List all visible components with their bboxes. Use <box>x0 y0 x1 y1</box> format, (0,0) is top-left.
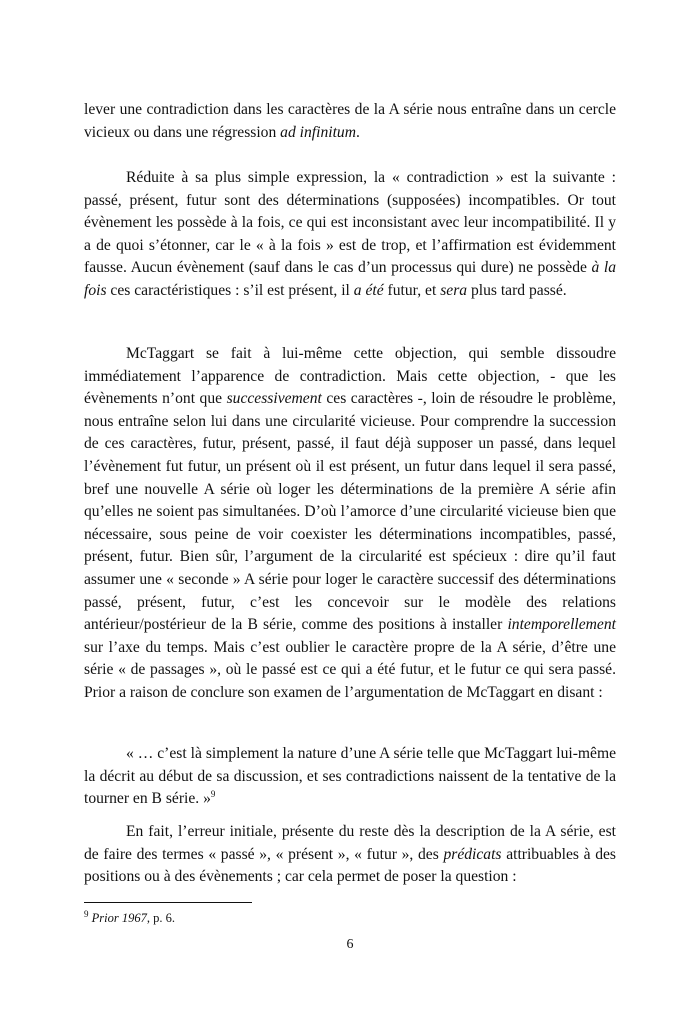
text-run: McTaggart se fait à lui-même cette objection, qui semble dissoudre immédiatement l’apparence de contradiction. Mais cette objection, - que les évènements n’ont que <box>84 345 616 408</box>
footnote-divider <box>84 902 252 903</box>
footnote-reference[interactable]: 9 <box>210 789 216 799</box>
text-run: attribuables à des positions ou à des évènements ; car cela permet de poser la question : <box>84 845 616 886</box>
text-run: lever une contradiction dans les caractères de la A série nous entraîne dans un cercle vicieux ou dans une régression <box>84 101 616 141</box>
footnote-number: 9 <box>84 908 89 919</box>
italic-run: ad infinitum <box>280 123 356 141</box>
text-run: Réduite à sa plus simple expression, la « contradiction » est la suivante : passé, présent, futur sont des déterminations (supposées) incompatibles. Or tout évènement les possède à la fois, ce qui est inconsistant avec leur incompatibilité. Il y a de quoi s’étonner, car le « à la fois » est de trop, et l’affirmation est évidemment fausse. Aucun évènement (sauf dans le cas d’un processus qui dure) ne possède <box>84 169 616 277</box>
text-run: ces caractères -, loin de résoudre le problème, nous entraîne selon lui dans une circularité vicieuse. Pour comprendre la succession de ces caractères, futur, présent, passé, il faut déjà supposer un passé, dans lequel l’évènement fut futur, un présent où il est présent, un futur dans lequel il sera passé, bref une nouvelle A série où loger les déterminations de la première A série afin qu’elles ne soient pas simultanées. D’où l’amorce d’une circularité vicieuse bien que nécessaire, sous peine de voir coexister les déterminations incompatibles, passé, présent, futur. Bien sûr, l’argument de la circularité est spécieux : dire qu’il faut assumer une « seconde » A série pour loger le caractère successif des déterminations passé, présent, futur, c’est les concevoir sur le modèle des relations antérieur/postérieur de la B série, comme des positions à installer <box>84 390 616 634</box>
italic-run: successivement <box>226 390 322 408</box>
italic-run: à la fois <box>84 259 616 299</box>
text-run: sur l’axe du temps. Mais c’est oublier le caractère propre de la A série, d’être une série « de passages », où le passé est ce qui a été futur, et le futur ce qui sera passé. Prior a raison de conclure son examen de l’argumentation de McTaggart en disant : <box>84 638 616 701</box>
quote-text: « … c’est là simplement la nature d’une A série telle que McTaggart lui-même la décrit au début de sa discussion, et ses contradictions naissent de la tentative de la tourner en B série. » <box>84 745 616 808</box>
page-number: 6 <box>346 937 354 952</box>
text-run: futur, et <box>383 281 441 299</box>
italic-run: sera <box>440 281 468 299</box>
footnote <box>84 910 175 926</box>
paragraph-3 <box>84 343 616 705</box>
paragraph-1 <box>84 99 616 144</box>
footnote-source: Prior 1967 <box>91 911 147 925</box>
text-run: . <box>355 123 360 141</box>
italic-run: prédicats <box>443 845 502 863</box>
quotation-paragraph <box>84 743 616 811</box>
paragraph-2 <box>84 167 616 303</box>
text-run: ces caractéristiques : s’il est présent, il <box>106 281 354 299</box>
paragraph-5 <box>84 821 616 889</box>
italic-run: a été <box>353 281 384 299</box>
text-run: plus tard passé. <box>467 281 567 299</box>
italic-run: intemporellement <box>507 616 616 634</box>
footnote-rest: , p. 6. <box>146 911 175 925</box>
text-run: En fait, l’erreur initiale, présente du reste dès la description de la A série, est de faire des termes « passé », « présent », « futur », des <box>84 823 616 863</box>
